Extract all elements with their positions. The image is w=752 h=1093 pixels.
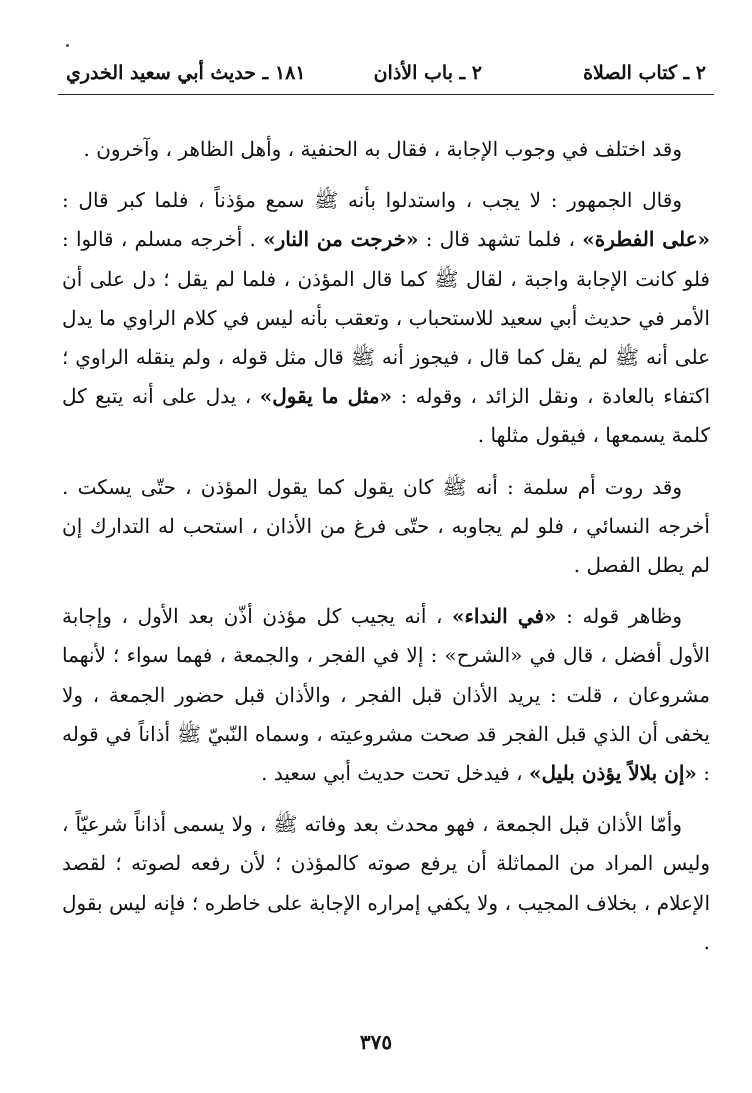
- quoted-hadith-text: «في النداء»: [452, 604, 557, 629]
- paragraph-text: ، يدل على أنه يتبع كل كلمة يسمعها ، فيقول مثلها .: [62, 384, 710, 448]
- header-divider: [58, 94, 714, 95]
- paragraph-text: ، أنه يجيب كل مؤذن أذّن بعد الأول ، وإجابة الأول أفضل ، قال في «الشرح» : إلا في الفجر ، والجمعة ، فهما سواء ؛ لأنهما مشروعان ، قلت : يريد الأذان قبل الفجر ، والأذان قبل حضور الجمعة ، ولا يخفى أن الذي قبل الفجر قد صحت مشروعيته ، وسماه النّبيّ ﷺ أذاناً في قوله :: [62, 604, 710, 786]
- header-hadith-title: ١٨١ ـ حديث أبي سعيد الخدري: [66, 62, 306, 84]
- running-header: [58, 58, 714, 92]
- paragraph-text: . أخرجه مسلم ، قالوا : فلو كانت الإجابة واجبة ، لقال ﷺ كما قال المؤذن ، فلما لم يقل ؛ دل على أن الأمر في حديث أبي سعيد للاستحباب ، وتعقب بأنه ليس في كلام الراوي ما يدل على أنه ﷺ لم يقل كما قال ، فيجوز أنه ﷺ قال مثل قوله ، ولم ينقله الراوي ؛ اكتفاء بالعادة ، ونقل الزائد ، وقوله :: [62, 227, 710, 409]
- header-book-title: ٢ ـ كتاب الصلاة: [583, 62, 706, 84]
- paragraph-text: ، فلما تشهد قال :: [418, 227, 583, 252]
- page-number: ٣٧٥: [359, 1030, 393, 1054]
- paragraph-text: وأمّا الأذان قبل الجمعة ، فهو محدث بعد وفاته ﷺ ، ولا يسمى أذاناً شرعيّاً ، وليس المراد من المماثلة أن يرفع صوته كالمؤذن ؛ لأن رفعه لصوته ؛ لقصد الإعلام ، بخلاف المجيب ، ولا يكفي إمراره الإجابة على خاطره ؛ فإنه ليس بقول .: [62, 812, 710, 954]
- paragraph-text: وقال الجمهور : لا يجب ، واستدلوا بأنه ﷺ سمع مؤذناً ، فلما كبر قال :: [62, 188, 682, 213]
- paragraph-2: [62, 181, 710, 455]
- paragraph-text: وقد روت أم سلمة : أنه ﷺ كان يقول كما يقول المؤذن ، حتّى يسكت . أخرجه النسائي ، فلو لم يجاوبه ، حتّى فرغ من الأذان ، استحب له التدارك إن لم يطل الفصل .: [62, 474, 710, 578]
- quoted-hadith-text: «مثل ما يقول»: [259, 384, 393, 409]
- paragraph-1: [62, 130, 710, 169]
- quoted-hadith-text: «خرجت من النار»: [263, 227, 419, 252]
- paragraph-text: وقد اختلف في وجوب الإجابة ، فقال به الحنفية ، وأهل الظاهر ، وآخرون .: [83, 137, 682, 161]
- paragraph-text: ، فيدخل تحت حديث أبي سعيد .: [261, 761, 529, 786]
- quoted-hadith-text: «على الفطرة»: [582, 227, 711, 252]
- paragraph-text: وظاهر قوله :: [556, 604, 683, 629]
- main-text: [62, 130, 710, 974]
- paragraph-3: [62, 468, 710, 586]
- paragraph-5: [62, 805, 710, 962]
- quoted-hadith-text: «إن بلالاً يؤذن بليل»: [528, 761, 697, 786]
- header-chapter-title: ٢ ـ باب الأذان: [373, 62, 482, 84]
- paragraph-4: [62, 597, 710, 793]
- stray-mark: [66, 44, 69, 47]
